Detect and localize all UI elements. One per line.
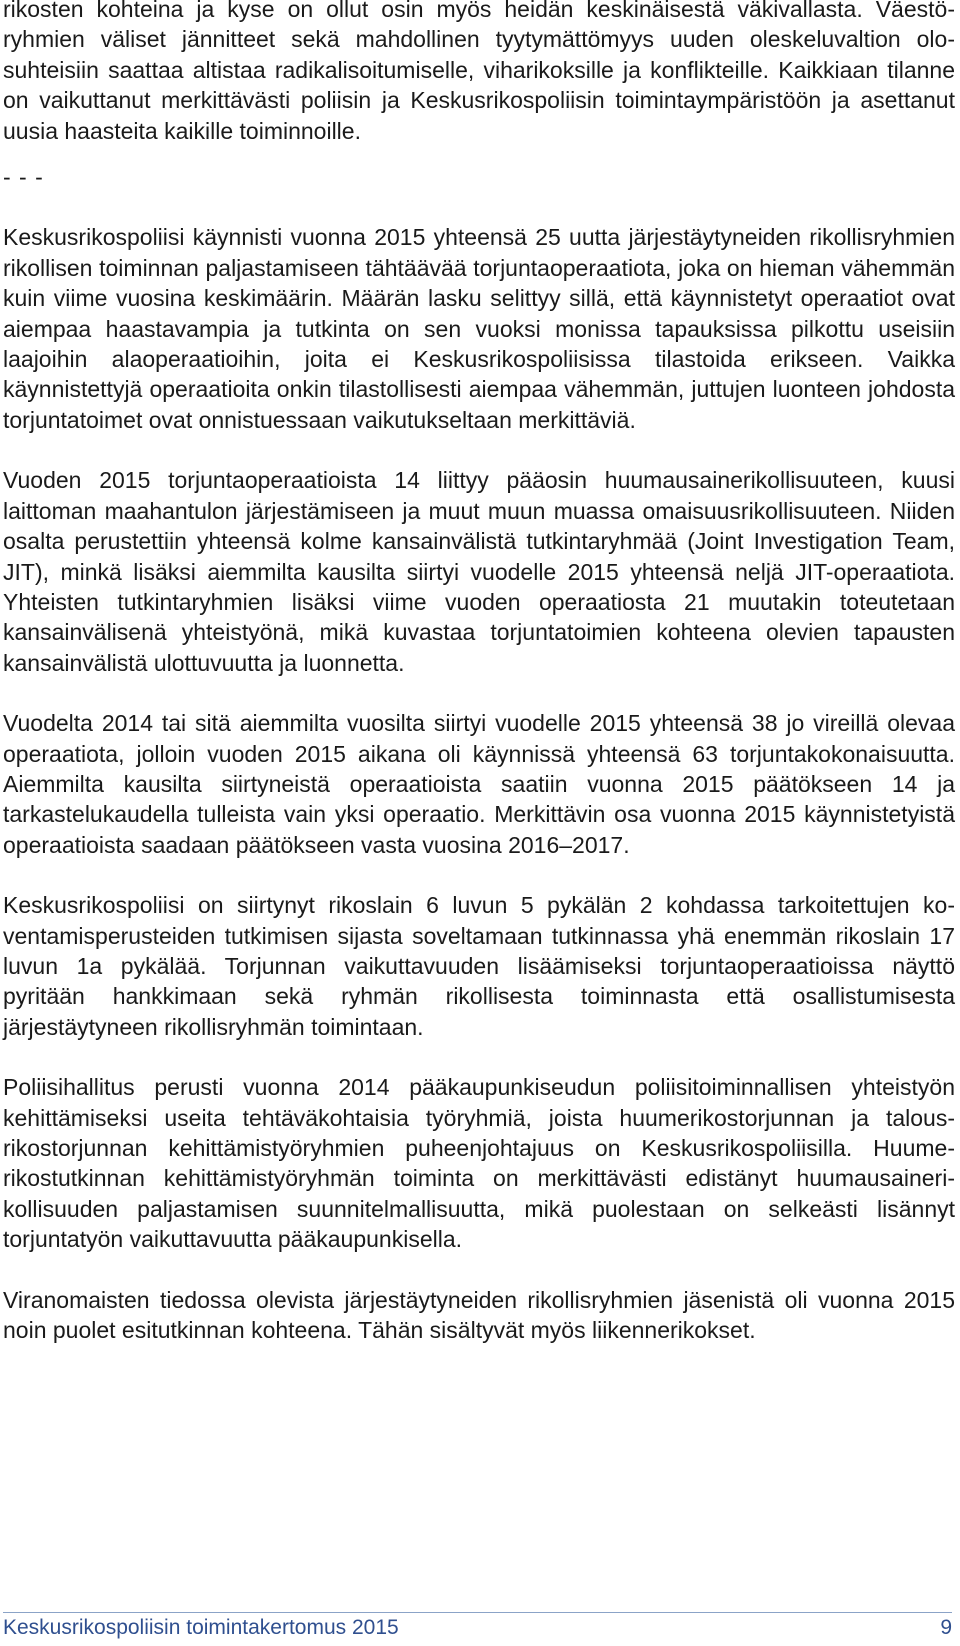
paragraph-operations-carried-over: Vuodelta 2014 tai sitä aiemmilta vuosilta siirtyi vuodelle 2015 yhteensä 38 jo vireillä olevaa operaatiota, jolloin vuoden 2015 aikana oli käynnissä yhteensä 63 torjuntakokonaisuutta. Aiemmilta kausilta siirtyneistä operaatioista saatiin vuonna 2015 päätökseen 14 ja tarkastelukaudella tulleista vain yksi operaatio. Merkittävin osa vuonna 2015 käynnistetyistä operaatioista saadaan päätökseen vasta vuosina 2016–2017. [3,710,955,858]
paragraph-intro: rikosten kohteina ja kyse on ollut osin myös heidän keskinäisestä väkivallasta. Väestöryhmien väliset jännitteet sekä mahdollinen tyytymättömyys uuden oleskeluvaltion olosuhteisiin saattaa altistaa radikalisoitumiselle, viharikoksille ja konflikteille. Kaikkiaan tilanne on vaikuttanut merkittävästi poliisin ja Keskusrikospoliisin toimintaympäristöön ja asettanut uusia haasteita kaikille toiminnoille. [3,0,955,144]
paragraph-working-groups: Poliisihallitus perusti vuonna 2014 pääkaupunkiseudun poliisitoiminnallisen yhteistyön kehittämiseksi useita tehtäväkohtaisia työryhmiä, joista huumerikostorjunnan ja talousrikostorjunnan kehittämistyöryhmien puheenjohtajuus on Keskusrikospoliisilla. Huumerikostutkinnan kehittämistyöryhmän toiminta on merkittävästi edistänyt huumausainerikollisuuden paljastamisen suunnitelmallisuutta, mikä puolestaan on selkeästi lisännyt torjuntatyön vaikuttavuutta pääkaupunkisella. [3,1074,955,1253]
footer-divider [3,1612,952,1613]
page-footer [3,1612,952,1642]
section-separator: - - - [3,164,44,191]
footer-document-title: Keskusrikospoliisin toimintakertomus 2015 [3,1616,399,1639]
paragraph-operations-2015: Vuoden 2015 torjuntaoperaatioista 14 liittyy pääosin huumausainerikollisuuteen, kuusi laittoman maahantulon järjestämiseen ja muut muun muassa omaisuusrikollisuuteen. Niiden osalta perustettiin yhteensä kolme kansainvälistä tutkintaryhmää (Joint Investigation Team, JIT), minkä lisäksi aiemmilta kausilta siirtyi vuodelle 2015 yhteensä neljä JIT-operaatiota. Yhteisten tutkintaryhmien lisäksi viime vuoden operaatiosta 21 muutakin toteutetaan kansainvälisenä yhteistyönä, mikä kuvastaa torjuntatoimien kohteena olevien tapausten kansainvälistä ulottuvuutta ja luonnetta. [3,467,955,676]
paragraph-members-investigated: Viranomaisten tiedossa olevista järjestäytyneiden rikollisryhmien jäsenistä oli vuonna 2015 noin puolet esitutkinnan kohteena. Tähän sisältyvät myös liikennerikokset. [3,1286,955,1344]
document-body [3,0,955,1345]
paragraph-criminal-law: Keskusrikospoliisi on siirtynyt rikoslain 6 luvun 5 pykälän 2 kohdassa tarkoitettujen koventamisperusteiden tutkimisen sijasta soveltamaan tutkinnassa yhä enemmän rikoslain 17 luvun 1a pykälää. Torjunnan vaikuttavuuden lisäämiseksi torjuntaoperaatioissa näyttö pyritään hankkimaan sekä ryhmän rikollisesta toiminnasta että osallistumisesta järjestäytyneen rikollisryhmän toimintaan. [3,892,955,1040]
paragraph-operations-started: Keskusrikospoliisi käynnisti vuonna 2015 yhteensä 25 uutta järjestäytyneiden rikollisryhmien rikollisen toiminnan paljastamiseen tähtäävää torjuntaoperaatiota, joka on hieman vähemmän kuin viime vuosina keskimäärin. Määrän lasku selittyy sillä, että käynnistetyt operaatiot ovat aiempaa haastavampia ja tutkinta on sen vuoksi monissa tapauksissa pilkottu useisiin laajoihin alaoperaatioihin, joita ei Keskusrikospoliisissa tilastoida erikseen. Vaikka käynnistettyjä operaatioita onkin tilastollisesti aiempaa vähemmän, juttujen luonteen johdosta torjuntatoimet ovat onnistuessaan vaikutukseltaan merkittäviä. [3,224,955,433]
footer-page-number: 9 [940,1616,952,1639]
